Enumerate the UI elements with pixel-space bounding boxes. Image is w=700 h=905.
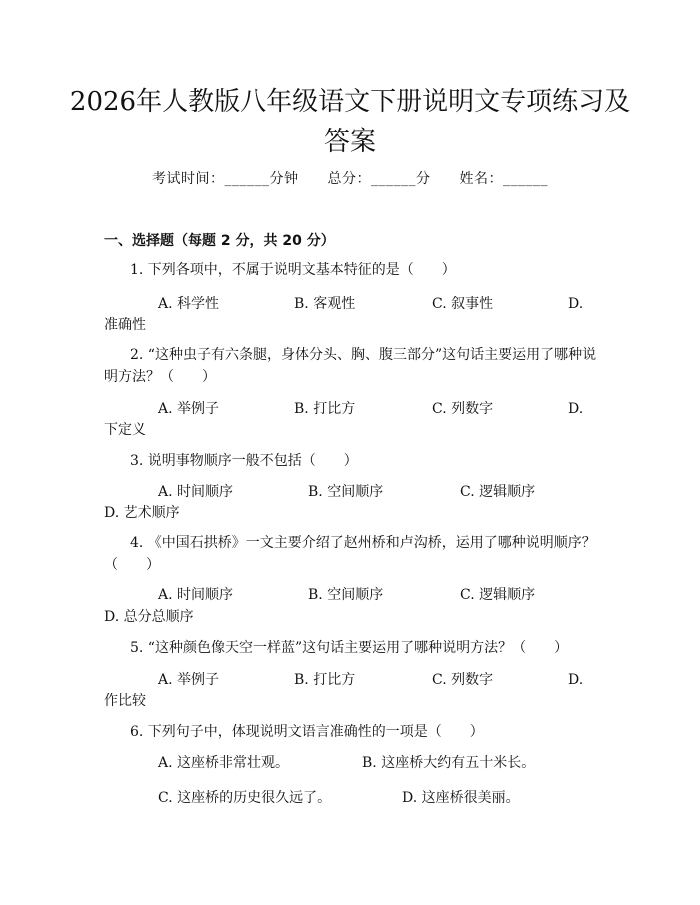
- question-option: D.: [568, 672, 584, 688]
- question-option-continued: 准确性: [104, 317, 146, 333]
- exam-meta: [0, 168, 700, 188]
- question-option: A. 时间顺序: [158, 587, 234, 603]
- question-option: B. 空间顺序: [308, 587, 384, 603]
- question-option: A. 举例子: [158, 401, 220, 417]
- total-score-field: 总分：______分: [327, 171, 431, 187]
- document-title: 2026年人教版八年级语文下册说明文专项练习及答案: [69, 87, 631, 157]
- question-option: C. 逻辑顺序: [460, 484, 536, 500]
- question-option: D. 这座桥很美丽。: [402, 790, 520, 806]
- question-option: C. 列数字: [432, 672, 494, 688]
- question-stem: 2. “这种虫子有六条腿，身体分头、胸、腹三部分”这句话主要运用了哪种说明方法？（ ）: [104, 347, 597, 385]
- section-heading: 一、选择题（每题 2 分，共 20 分）: [104, 233, 335, 249]
- question-option: D.: [568, 296, 584, 312]
- question-option: D. 总分总顺序: [104, 609, 194, 625]
- student-name-field: 姓名：______: [459, 171, 548, 187]
- question-option: B. 打比方: [294, 401, 356, 417]
- question-option: B. 这座桥大约有五十米长。: [362, 755, 536, 771]
- question-option: C. 列数字: [432, 401, 494, 417]
- question-option: A. 时间顺序: [158, 484, 234, 500]
- question-option: C. 这座桥的历史很久远了。: [158, 790, 332, 806]
- question-stem: 3. 说明事物顺序一般不包括（ ）: [130, 453, 358, 469]
- question-option: A. 这座桥非常壮观。: [158, 755, 290, 771]
- exam-time-field: 考试时间：______分钟: [152, 171, 299, 187]
- question-stem: 4. 《中国石拱桥》一文主要介绍了赵州桥和卢沟桥，运用了哪种说明顺序？（ ）: [104, 535, 596, 573]
- question-option: B. 打比方: [294, 672, 356, 688]
- question-stem: 6. 下列句子中，体现说明文语言准确性的一项是（ ）: [130, 724, 484, 740]
- question-option: B. 空间顺序: [308, 484, 384, 500]
- question-option: A. 科学性: [158, 296, 220, 312]
- question-option-continued: 下定义: [104, 422, 146, 438]
- question-option: C. 逻辑顺序: [460, 587, 536, 603]
- question-option: B. 客观性: [294, 296, 356, 312]
- question-stem: 1. 下列各项中，不属于说明文基本特征的是（ ）: [130, 262, 456, 278]
- question-option: D.: [568, 401, 584, 417]
- question-option-continued: 作比较: [104, 693, 146, 709]
- question-stem: 5. “这种颜色像天空一样蓝”这句话主要运用了哪种说明方法？（ ）: [130, 640, 569, 656]
- question-option: A. 举例子: [158, 672, 220, 688]
- question-option: C. 叙事性: [432, 296, 494, 312]
- question-option: D. 艺术顺序: [104, 505, 180, 521]
